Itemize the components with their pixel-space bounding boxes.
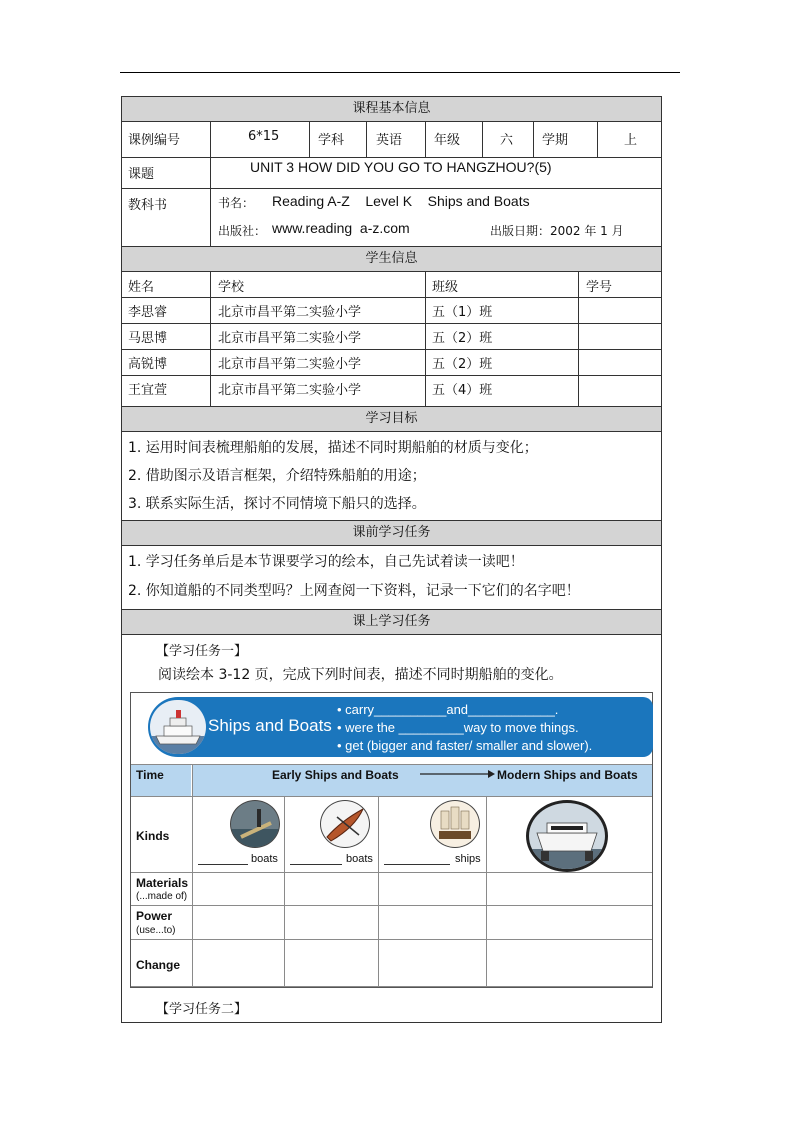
task1-instruction: 阅读绘本 3-12 页，完成下列时间表，描述不同时期船舶的变化。 [158, 667, 563, 683]
banner-title: Ships and Boats [208, 716, 332, 735]
grid-line [378, 796, 379, 986]
col-divider [425, 121, 426, 157]
book-name-label: 书名： [218, 196, 255, 210]
grid-line [131, 986, 652, 987]
row-divider [122, 157, 661, 158]
pub-date: 出版日期：2002 年 1 月 [490, 224, 624, 238]
book-name-value: Reading A-Z Level K Ships and Boats [272, 193, 530, 209]
cruise-ship-icon [150, 700, 206, 754]
change-label: Change [136, 958, 181, 972]
sailing-ship-photo [430, 800, 480, 848]
col-name: 姓名 [128, 280, 155, 295]
row-divider [122, 375, 661, 376]
row-divider [122, 349, 661, 350]
section-objectives: 学习目标 [122, 406, 661, 432]
grade-value: 六 [500, 133, 514, 148]
student-school: 北京市昌平第二实验小学 [218, 305, 362, 320]
section-student-info: 学生信息 [122, 246, 661, 272]
student-name: 王宜萱 [128, 383, 168, 398]
col-divider [309, 121, 310, 157]
power-hint: (use...to) [136, 925, 176, 936]
case-no-value: 6*15 [248, 129, 280, 144]
canoe-photo [320, 800, 370, 848]
grid-line [131, 939, 652, 940]
objective-item: 3. 联系实际生活，探讨不同情境下船只的选择。 [128, 496, 426, 512]
col-school: 学校 [218, 280, 245, 295]
task2-title: 【学习任务二】 [156, 1002, 248, 1017]
publisher-label: 出版社： [218, 224, 267, 238]
student-school: 北京市昌平第二实验小学 [218, 331, 362, 346]
kind-blank[interactable] [198, 864, 248, 865]
col-id: 学号 [586, 280, 613, 295]
col-divider [533, 121, 534, 157]
student-name: 高锐博 [128, 357, 168, 372]
power-label: Power [136, 909, 173, 923]
grid-line [131, 764, 652, 765]
student-school: 北京市昌平第二实验小学 [218, 383, 362, 398]
grid-line [131, 796, 652, 797]
kind-caption: boats [251, 853, 278, 865]
student-class: 五（1）班 [432, 305, 493, 320]
row-divider [122, 188, 661, 189]
task1-title: 【学习任务一】 [156, 644, 248, 659]
col-divider [597, 121, 598, 157]
grade-label: 年级 [434, 133, 461, 148]
term-value: 上 [624, 133, 638, 148]
grid-line [284, 796, 285, 986]
pre-task-item: 1. 学习任务单后是本节课要学习的绘本，自己先试着读一读吧！ [128, 554, 524, 570]
col-class: 班级 [432, 280, 459, 295]
col-divider [578, 271, 579, 406]
pre-task-item: 2. 你知道船的不同类型吗？上网查阅一下资料，记录一下它们的名字吧！ [128, 583, 580, 599]
grid-line [131, 872, 652, 873]
time-label: Time [136, 768, 164, 782]
kinds-label: Kinds [136, 829, 170, 843]
section-basic-info: 课程基本信息 [122, 96, 661, 122]
kind-caption: boats [346, 853, 373, 865]
kind-blank[interactable] [290, 864, 342, 865]
banner-bullet: • carry__________and____________. [337, 702, 559, 717]
col-divider [210, 271, 211, 406]
term-label: 学期 [542, 133, 569, 148]
objective-item: 1. 运用时间表梳理船舶的发展，描述不同时期船舶的材质与变化； [128, 440, 538, 456]
grid-line [486, 796, 487, 986]
subject-value: 英语 [376, 133, 403, 148]
grid-line [192, 764, 193, 986]
kind-caption: ships [455, 853, 481, 865]
topic-value: UNIT 3 HOW DID YOU GO TO HANGZHOU?(5) [250, 159, 552, 175]
materials-label: Materials [136, 876, 189, 890]
student-class: 五（2）班 [432, 331, 493, 346]
early-label: Early Ships and Boats [272, 768, 399, 782]
student-name: 李思睿 [128, 305, 168, 320]
top-rule [120, 72, 680, 73]
kind-blank[interactable] [384, 864, 450, 865]
grid-line [131, 905, 652, 906]
raft-photo [230, 800, 280, 848]
col-divider [425, 271, 426, 406]
banner-bullet: • get (bigger and faster/ smaller and slower). [337, 738, 593, 753]
case-no-label: 课例编号 [128, 133, 181, 148]
col-divider [482, 121, 483, 157]
objective-item: 2. 借助图示及语言框架，介绍特殊船舶的用途； [128, 468, 426, 484]
banner-bullet: • were the _________way to move things. [337, 720, 579, 735]
publisher-value: www.reading a-z.com [272, 220, 410, 236]
student-class: 五（2）班 [432, 357, 493, 372]
modern-ferry-photo [526, 800, 608, 872]
col-divider [366, 121, 367, 157]
modern-label: Modern Ships and Boats [497, 768, 638, 782]
materials-hint: (...made of) [136, 891, 188, 902]
row-divider [122, 323, 661, 324]
col-divider [210, 121, 211, 246]
arrow-right-icon [418, 768, 496, 780]
student-school: 北京市昌平第二实验小学 [218, 357, 362, 372]
subject-label: 学科 [318, 133, 345, 148]
student-name: 马思博 [128, 331, 168, 346]
row-divider [122, 297, 661, 298]
section-in-class-tasks: 课上学习任务 [122, 609, 661, 635]
topic-label: 课题 [128, 167, 155, 182]
section-pre-tasks: 课前学习任务 [122, 520, 661, 546]
textbook-label: 教科书 [128, 198, 168, 213]
student-class: 五（4）班 [432, 383, 493, 398]
